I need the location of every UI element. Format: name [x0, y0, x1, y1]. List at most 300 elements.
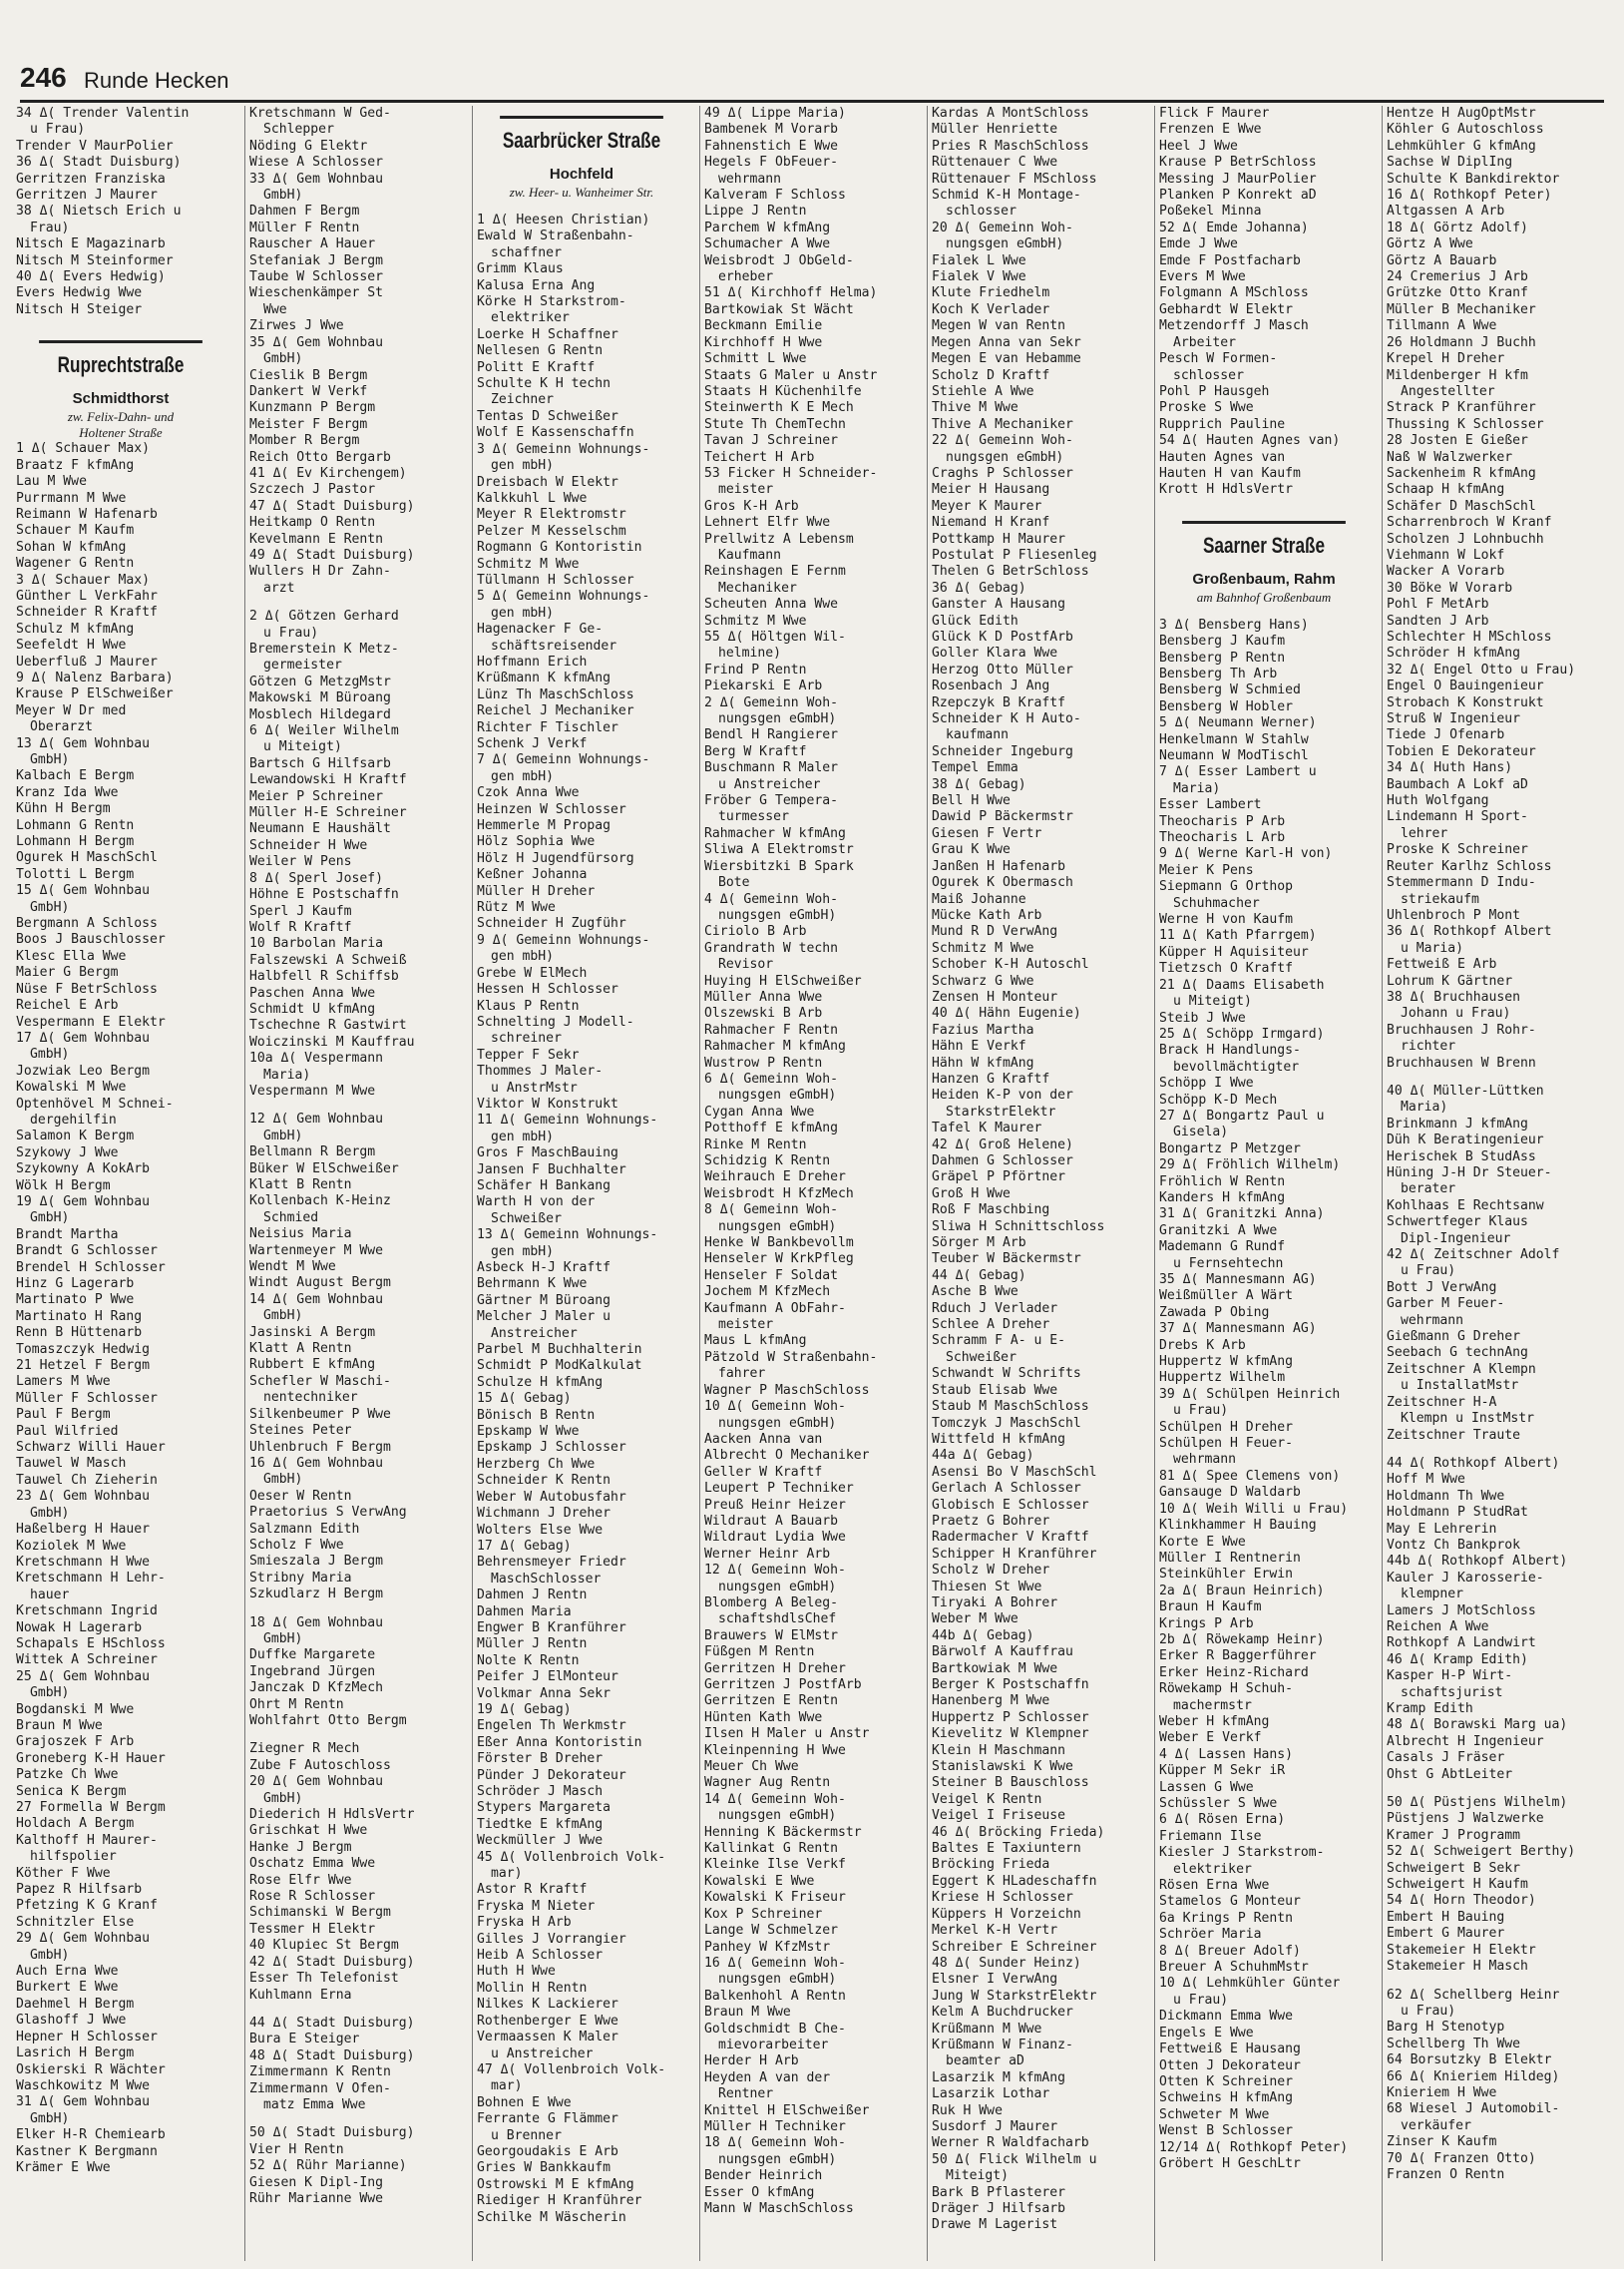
- directory-entry: Schweter M Wwe: [1159, 2106, 1270, 2122]
- directory-entry: Meyer W Dr med: [16, 702, 127, 718]
- directory-entry: Herzog Otto Müller: [932, 662, 1073, 678]
- directory-entry: Wacker A Vorarb: [1387, 564, 1505, 580]
- directory-entry: Schröder H kfmAng: [1387, 646, 1521, 662]
- directory-entry: Piekarski E Arb: [704, 679, 823, 694]
- directory-entry: Stakemeier H Masch: [1387, 1959, 1528, 1975]
- directory-entry: Lippe J Rentn: [704, 204, 807, 220]
- directory-entry: Braun M Wwe: [16, 1717, 103, 1733]
- directory-entry: Kalveram F Schloss: [704, 188, 846, 204]
- entry-continuation: Arbeiter: [1173, 334, 1237, 350]
- spacer: [249, 1729, 459, 1741]
- directory-entry: Strobach K Konstrukt: [1387, 694, 1544, 710]
- directory-entry: Maiß Johanne: [932, 891, 1026, 907]
- directory-entry: Sandten J Arb: [1387, 613, 1489, 629]
- directory-entry: Lohmann G Rentn: [16, 817, 135, 833]
- directory-entry: Dreisbach W Elektr: [477, 474, 618, 490]
- directory-entry: Steinwerth K E Mech: [704, 400, 854, 416]
- directory-entry: Pottkamp H Maurer: [932, 531, 1066, 547]
- directory-entry: Wohlfahrt Otto Bergm: [249, 1713, 407, 1728]
- entry-continuation: Schmied: [263, 1209, 319, 1225]
- directory-entry: Ueberfluß J Maurer: [16, 654, 158, 670]
- directory-entry: Evers Hedwig Wwe: [16, 285, 143, 301]
- directory-entry: Stribny Maria: [249, 1570, 352, 1586]
- directory-entry: Eggert K HLadeschaffn: [932, 1873, 1097, 1889]
- directory-entry: 44 Δ( Gebag): [932, 1267, 1026, 1283]
- entry-continuation: Maria): [1173, 780, 1221, 796]
- entry-continuation: turmesser: [718, 809, 789, 825]
- directory-entry: Wullers H Dr Zahn-: [249, 564, 391, 580]
- directory-entry: 66 Δ( Knieriem Hildeg): [1387, 2068, 1560, 2084]
- directory-entry: Burkert E Wwe: [16, 1980, 119, 1996]
- directory-entry: Bensberg J Kaufm: [1159, 634, 1286, 650]
- directory-entry: Stiehle A Wwe: [932, 383, 1034, 399]
- directory-entry: Kretschmann H Lehr-: [16, 1571, 166, 1587]
- entry-continuation: wehrmann: [1173, 1452, 1237, 1468]
- entry-continuation: nungsgen eGmbH): [718, 1218, 837, 1234]
- directory-entry: Mademann G Rundf: [1159, 1239, 1286, 1255]
- directory-entry: Preuß Heinr Heizer: [704, 1497, 846, 1513]
- directory-entry: Steib J Wwe: [1159, 1010, 1246, 1026]
- entry-continuation: hilfspolier: [30, 1849, 117, 1865]
- entry-continuation: berater: [1401, 1181, 1456, 1197]
- directory-entry: Werner Heinr Arb: [704, 1546, 831, 1562]
- directory-entry: Krott H HdlsVertr: [1159, 482, 1294, 498]
- entry-continuation: GmbH): [263, 1630, 303, 1646]
- entry-continuation: wehrmann: [718, 171, 782, 187]
- directory-entry: Blomberg A Beleg-: [704, 1594, 839, 1610]
- spacer: [249, 2004, 459, 2016]
- directory-entry: 54 Δ( Horn Theodor): [1387, 1893, 1536, 1909]
- directory-entry: Füßgen M Rentn: [704, 1644, 815, 1660]
- directory-entry: Ferrante G Flämmer: [477, 2111, 618, 2127]
- directory-entry: Huying H ElSchweißer: [704, 973, 862, 989]
- directory-entry: Nüse F BetrSchloss: [16, 981, 158, 997]
- entry-continuation: Johann u Frau): [1401, 1006, 1511, 1022]
- entry-continuation: u Frau): [1401, 1263, 1456, 1279]
- directory-entry: Lassen G Wwe: [1159, 1779, 1254, 1795]
- directory-entry: Köhler G Autoschloss: [1387, 122, 1544, 138]
- directory-entry: Schäfer H Bankang: [477, 1177, 611, 1193]
- directory-entry: Schröder J Masch: [477, 1784, 604, 1799]
- entry-continuation: Frau): [30, 220, 70, 235]
- directory-entry: Thiesen St Wwe: [932, 1579, 1042, 1594]
- directory-entry: Windt August Bergm: [249, 1275, 391, 1291]
- entry-continuation: gen mbH): [491, 1243, 555, 1259]
- directory-entry: Megen E van Hebamme: [932, 351, 1081, 367]
- directory-entry: Förster B Dreher: [477, 1751, 604, 1767]
- directory-entry: Szkudlarz H Bergm: [249, 1587, 384, 1602]
- directory-entry: Schneider R Kraftf: [16, 605, 158, 621]
- directory-entry: Melcher J Maler u: [477, 1309, 611, 1325]
- directory-entry: Rütz M Wwe: [477, 900, 556, 916]
- directory-entry: Holdmann P StudRat: [1387, 1505, 1528, 1521]
- directory-entry: Pünder J Dekorateur: [477, 1767, 626, 1783]
- directory-entry: Evers M Wwe: [1159, 269, 1246, 285]
- directory-entry: Weber E Verkf: [1159, 1730, 1262, 1746]
- directory-entry: Reichel E Arb: [16, 998, 119, 1014]
- directory-entry: Bremerstein K Metz-: [249, 642, 399, 657]
- directory-entry: Meyer K Maurer: [932, 498, 1042, 514]
- directory-entry: 44 Δ( Rothkopf Albert): [1387, 1455, 1560, 1471]
- entry-continuation: Angestellter: [1401, 383, 1495, 399]
- directory-entry: 31 Δ( Gem Wohnbau: [16, 2094, 151, 2110]
- directory-entry: Oeser W Rentn: [249, 1488, 352, 1504]
- directory-entry: Ostrowski M E kfmAng: [477, 2176, 634, 2192]
- directory-entry: 6a Krings P Rentn: [1159, 1910, 1294, 1926]
- directory-entry: 54 Δ( Hauten Agnes van): [1159, 433, 1341, 449]
- directory-entry: Fryska H Arb: [477, 1915, 572, 1931]
- directory-entry: Schneider Ingeburg: [932, 743, 1073, 759]
- directory-entry: Huppertz P Schlosser: [932, 1709, 1089, 1725]
- directory-entry: 9 Δ( Nalenz Barbara): [16, 670, 174, 685]
- directory-entry: Daehmel H Bergm: [16, 1996, 135, 2012]
- entry-continuation: schaffner: [491, 244, 562, 260]
- directory-entry: Glashoff J Wwe: [16, 2013, 127, 2029]
- directory-entry: Theocharis P Arb: [1159, 813, 1286, 829]
- directory-entry: Scheuten Anna Wwe: [704, 597, 839, 613]
- directory-entry: Kühn H Bergm: [16, 801, 111, 817]
- directory-entry: 15 Δ( Gebag): [477, 1391, 572, 1407]
- directory-entry: Tomczyk J MaschSchl: [932, 1415, 1081, 1431]
- directory-entry: Nöding G Elektr: [249, 138, 368, 154]
- directory-entry: Dawid P Bäckermstr: [932, 809, 1073, 825]
- directory-entry: Schreiber E Schreiner: [932, 1939, 1097, 1955]
- directory-entry: Steines Peter: [249, 1423, 352, 1439]
- directory-entry: Czok Anna Wwe: [477, 785, 580, 801]
- entry-continuation: nungsgen eGmbH): [718, 1415, 837, 1431]
- directory-entry: Hinz G Lagerarb: [16, 1276, 135, 1291]
- directory-entry: Szykowy J Wwe: [16, 1144, 119, 1160]
- directory-entry: 10 Δ( Lehmkühler Günter: [1159, 1976, 1341, 1992]
- directory-entry: Heib A Schlosser: [477, 1948, 604, 1964]
- directory-entry: Siepmann G Orthop: [1159, 879, 1294, 895]
- directory-entry: Ingebrand Jürgen: [249, 1663, 376, 1679]
- directory-entry: Tiryaki A Bohrer: [932, 1594, 1058, 1610]
- entry-continuation: u Maria): [1401, 940, 1464, 956]
- directory-entry: 25 Δ( Schöpp Irmgard): [1159, 1026, 1325, 1042]
- directory-entry: 35 Δ( Gem Wohnbau: [249, 334, 384, 350]
- entry-continuation: schaftsjurist: [1401, 1684, 1503, 1700]
- directory-entry: Viktor W Konstrukt: [477, 1096, 618, 1112]
- directory-entry: Momber R Bergm: [249, 433, 360, 449]
- directory-entry: Hanzen G Kraftf: [932, 1071, 1050, 1087]
- directory-entry: Müller Henriette: [932, 122, 1058, 138]
- directory-entry: Proske K Schreiner: [1387, 842, 1528, 858]
- entry-continuation: dergehilfin: [30, 1112, 117, 1128]
- directory-entry: Stakemeier H Elektr: [1387, 1942, 1536, 1958]
- directory-entry: 41 Δ( Ev Kirchengem): [249, 465, 407, 481]
- directory-entry: Hanke J Bergm: [249, 1839, 352, 1855]
- directory-entry: 3 Δ( Bensberg Hans): [1159, 617, 1309, 633]
- directory-entry: Reinshagen E Fernm: [704, 564, 846, 580]
- directory-entry: Waschkowitz M Wwe: [16, 2077, 151, 2093]
- directory-entry: Ganster A Hausang: [932, 597, 1066, 613]
- directory-entry: Nowak H Lagerarb: [16, 1619, 143, 1635]
- entry-continuation: nungsgen eGmbH): [718, 1088, 837, 1104]
- entry-continuation: u Frau): [1173, 1403, 1229, 1419]
- entry-continuation: gen mbH): [491, 1129, 555, 1144]
- directory-entry: 6 Δ( Weiler Wilhelm: [249, 723, 399, 739]
- directory-entry: 16 Δ( Rothkopf Peter): [1387, 188, 1552, 204]
- directory-entry: Stemmermann D Indu-: [1387, 875, 1536, 891]
- directory-entry: 36 Δ( Gebag): [932, 580, 1026, 596]
- directory-entry: 4 Δ( Lassen Hans): [1159, 1746, 1294, 1762]
- directory-entry: Kranz Ida Wwe: [16, 784, 119, 800]
- directory-entry: Hauten H van Kaufm: [1159, 465, 1301, 481]
- directory-entry: Sliwa H Schnittschloss: [932, 1218, 1105, 1234]
- directory-entry: Bellmann R Bergm: [249, 1144, 376, 1160]
- directory-entry: Weckmüller J Wwe: [477, 1833, 604, 1849]
- directory-entry: Meier H Hausang: [932, 482, 1050, 498]
- directory-entry: Rösen Erna Wwe: [1159, 1878, 1270, 1894]
- entry-continuation: gen mbH): [491, 605, 555, 621]
- directory-entry: 21 Hetzel F Bergm: [16, 1358, 151, 1374]
- directory-entry: Strack P Kranführer: [1387, 400, 1536, 416]
- directory-entry: Giesen F Vertr: [932, 825, 1042, 841]
- directory-entry: Lamers J MotSchloss: [1387, 1602, 1536, 1618]
- directory-entry: Berger K Postschaffn: [932, 1677, 1089, 1692]
- directory-entry: Lohrum K Gärtner: [1387, 973, 1513, 989]
- entry-continuation: GmbH): [263, 1128, 303, 1143]
- directory-entry: Janßen H Hafenarb: [932, 858, 1066, 874]
- directory-entry: Casals J Fräser: [1387, 1750, 1505, 1766]
- directory-entry: Heiden K-P von der: [932, 1088, 1073, 1104]
- directory-entry: Weiler W Pens: [249, 854, 352, 870]
- entry-continuation: helmine): [718, 646, 782, 662]
- spacer: [1387, 1444, 1596, 1456]
- directory-entry: Düh K Beratingenieur: [1387, 1133, 1544, 1148]
- directory-entry: Dahmen J Rentn: [477, 1588, 588, 1603]
- directory-entry: Globisch E Schlosser: [932, 1497, 1089, 1513]
- directory-entry: Uhlenbroch P Mont: [1387, 907, 1521, 923]
- directory-entry: Hoffmann Erich: [477, 654, 588, 670]
- directory-entry: Gerritzen H Dreher: [704, 1660, 846, 1676]
- directory-entry: Zube F Autoschloss: [249, 1757, 391, 1773]
- directory-entry: Pesch W Formen-: [1159, 351, 1278, 367]
- entry-continuation: u Anstreicher: [718, 776, 821, 792]
- directory-entry: Holdmann Th Wwe: [1387, 1488, 1505, 1504]
- directory-entry: Gros K-H Arb: [704, 498, 799, 514]
- directory-entry: Papez R Hilfsarb: [16, 1882, 143, 1898]
- directory-entry: 49 Δ( Stadt Duisburg): [249, 547, 415, 563]
- directory-entry: Küpper M Sekr iR: [1159, 1763, 1286, 1779]
- directory-entry: Henseler F Soldat: [704, 1267, 839, 1283]
- directory-entry: Neumann W ModTischl: [1159, 748, 1309, 763]
- directory-entry: Schweins H kfmAng: [1159, 2090, 1294, 2106]
- directory-entry: 42 Δ( Groß Helene): [932, 1136, 1073, 1152]
- directory-entry: 21 Δ( Daams Elisabeth: [1159, 977, 1325, 993]
- directory-entry: 16 Δ( Gemeinn Woh-: [704, 1955, 846, 1971]
- directory-entry: Schwandt W Schrifts: [932, 1366, 1081, 1382]
- entry-continuation: u Miteigt): [1173, 994, 1252, 1010]
- directory-entry: Kirchhoff H Wwe: [704, 334, 823, 350]
- directory-entry: Wittek A Schreiner: [16, 1652, 158, 1668]
- directory-entry: Giesen K Dipl-Ing: [249, 2174, 384, 2190]
- directory-entry: Hölz Sophia Wwe: [477, 834, 596, 850]
- directory-entry: Rauscher A Hauer: [249, 236, 376, 252]
- directory-entry: Grau K Wwe: [932, 842, 1011, 858]
- directory-entry: Lau M Wwe: [16, 474, 87, 490]
- directory-entry: Kalbach E Bergm: [16, 768, 135, 784]
- directory-entry: Peifer J ElMonteur: [477, 1669, 618, 1685]
- directory-entry: 5 Δ( Neumann Werner): [1159, 715, 1317, 731]
- directory-entry: Gröbert H GeschLtr: [1159, 2155, 1301, 2171]
- directory-entry: Bruchhausen W Brenn: [1387, 1055, 1536, 1071]
- directory-entry: Küpper H Aquisiteur: [1159, 944, 1309, 960]
- directory-entry: Müller I Rentnerin: [1159, 1550, 1301, 1566]
- directory-entry: Fröber G Tempera-: [704, 793, 839, 809]
- page-header: [20, 62, 1604, 96]
- directory-entry: Gansauge D Waldarb: [1159, 1485, 1301, 1501]
- directory-entry: 50 Δ( Stadt Duisburg): [249, 2125, 415, 2141]
- directory-entry: Paul Wilfried: [16, 1423, 119, 1439]
- directory-entry: Elker H-R Chemiearb: [16, 2127, 166, 2143]
- directory-entry: 11 Δ( Gemeinn Wohnungs-: [477, 1113, 658, 1129]
- directory-entry: 23 Δ( Gem Wohnbau: [16, 1489, 151, 1505]
- directory-entry: 62 Δ( Schellberg Heinr: [1387, 1987, 1560, 2003]
- directory-entry: 12 Δ( Gem Wohnbau: [249, 1112, 384, 1128]
- directory-entry: Schipper H Kranführer: [932, 1546, 1097, 1562]
- directory-entry: Silkenbeumer P Wwe: [249, 1406, 391, 1422]
- directory-entry: Kretschmann Ingrid: [16, 1603, 158, 1619]
- entry-continuation: schaftshdlsChef: [718, 1611, 837, 1627]
- directory-entry: Nellesen G Rentn: [477, 343, 604, 359]
- directory-entry: Purrmann M Wwe: [16, 490, 127, 506]
- spacer: [1387, 1976, 1596, 1988]
- directory-entry: Kramp Edith: [1387, 1701, 1473, 1716]
- entry-continuation: schäftsreisender: [491, 638, 617, 654]
- directory-entry: Wiese A Schlosser: [249, 155, 384, 171]
- directory-entry: Klesc Ella Wwe: [16, 948, 127, 964]
- directory-entry: Brauwers W ElMstr: [704, 1627, 839, 1643]
- directory-entry: Schneider H Zugführ: [477, 916, 626, 932]
- directory-entry: Meuer Ch Wwe: [704, 1759, 799, 1775]
- directory-entry: Susdorf J Maurer: [932, 2118, 1058, 2134]
- directory-entry: Kanders H kfmAng: [1159, 1189, 1286, 1205]
- entry-continuation: nungsgen eGmbH): [946, 236, 1064, 252]
- directory-entry: Embert H Bauing: [1387, 1909, 1505, 1925]
- directory-entry: 18 Δ( Görtz Adolf): [1387, 220, 1528, 235]
- directory-entry: Kramer J Programm: [1387, 1827, 1521, 1843]
- directory-entry: Dahmen G Schlosser: [932, 1153, 1073, 1168]
- directory-entry: Nitsch M Steinformer: [16, 252, 174, 268]
- directory-entry: 38 Δ( Gebag): [932, 776, 1026, 792]
- directory-entry: Staub Elisab Wwe: [932, 1382, 1058, 1398]
- directory-entry: Schauer M Kaufm: [16, 523, 135, 539]
- column-2: [244, 106, 459, 2261]
- directory-columns: [16, 106, 1604, 2261]
- directory-entry: Bensberg W Schmied: [1159, 682, 1301, 698]
- directory-entry: Bell H Wwe: [932, 793, 1011, 809]
- directory-entry: Pelzer M Kesselschm: [477, 523, 626, 539]
- directory-entry: Müller Anna Wwe: [704, 989, 823, 1005]
- entry-continuation: bevollmächtigter: [1173, 1059, 1300, 1075]
- directory-entry: Mosblech Hildegard: [249, 706, 391, 722]
- entry-continuation: GmbH): [30, 899, 70, 915]
- directory-entry: Kretschmann W Ged-: [249, 106, 391, 121]
- directory-entry: Otten K Schreiner: [1159, 2073, 1294, 2089]
- directory-entry: Frenzen E Wwe: [1159, 122, 1262, 138]
- directory-entry: Tietzsch O Kraftf: [1159, 961, 1294, 977]
- directory-entry: Zeitschner H-A: [1387, 1394, 1497, 1410]
- directory-entry: Huth Wolfgang: [1387, 793, 1489, 809]
- directory-entry: Glück K D PostfArb: [932, 630, 1073, 645]
- directory-entry: 40 Δ( Müller-Lüttken: [1387, 1083, 1544, 1099]
- directory-entry: Zimmermann K Rentn: [249, 2064, 391, 2080]
- entry-continuation: striekaufm: [1401, 891, 1479, 907]
- directory-entry: Heyden A van der: [704, 2069, 831, 2085]
- directory-entry: Weihrauch E Dreher: [704, 1169, 846, 1185]
- entry-continuation: GmbH): [30, 1685, 70, 1701]
- directory-entry: Tolotti L Bergm: [16, 866, 135, 882]
- directory-entry: Behrmann K Wwe: [477, 1276, 588, 1292]
- directory-entry: Nilkes K Lackierer: [477, 1997, 618, 2013]
- entry-continuation: MaschSchlosser: [491, 1571, 602, 1587]
- directory-entry: Bartsch G Hilfsarb: [249, 755, 391, 771]
- directory-entry: Meier K Pens: [1159, 862, 1254, 878]
- directory-entry: 52 Δ( Rühr Marianne): [249, 2158, 407, 2174]
- directory-entry: Hentze H AugOptMstr: [1387, 106, 1536, 121]
- directory-entry: Fryska M Nieter: [477, 1898, 596, 1914]
- directory-entry: Kalkkuhl L Wwe: [477, 490, 588, 506]
- directory-entry: Epskamp W Wwe: [477, 1424, 580, 1440]
- directory-entry: Haßelberg H Hauer: [16, 1522, 151, 1538]
- directory-entry: Kowalski K Friseur: [704, 1890, 846, 1906]
- directory-entry: Schmidt P ModKalkulat: [477, 1358, 642, 1374]
- directory-entry: 47 Δ( Vollenbroich Volk-: [477, 2061, 666, 2077]
- directory-entry: Koch K Verlader: [932, 301, 1050, 317]
- directory-entry: Franzen O Rentn: [1387, 2166, 1505, 2182]
- directory-entry: Sörger M Arb: [932, 1235, 1026, 1251]
- directory-entry: 35 Δ( Mannesmann AG): [1159, 1272, 1317, 1287]
- directory-entry: Schweigert H Kaufm: [1387, 1877, 1528, 1893]
- entry-continuation: nungsgen eGmbH): [718, 1972, 837, 1988]
- directory-entry: Gerritzen J Maurer: [16, 188, 158, 204]
- directory-entry: 2b Δ( Röwekamp Heinr): [1159, 1631, 1325, 1647]
- directory-entry: 12/14 Δ( Rothkopf Peter): [1159, 2139, 1349, 2155]
- entry-continuation: Wwe: [263, 301, 287, 317]
- directory-entry: Weisbrodt H KfzMech: [704, 1185, 854, 1201]
- directory-entry: Smieszala J Bergm: [249, 1554, 384, 1570]
- directory-entry: Görtz A Bauarb: [1387, 252, 1497, 268]
- directory-entry: Leupert P Techniker: [704, 1481, 854, 1497]
- entry-continuation: kaufmann: [946, 727, 1010, 743]
- directory-entry: Megen Anna van Sekr: [932, 334, 1081, 350]
- directory-entry: Scholz W Dreher: [932, 1563, 1050, 1579]
- directory-entry: 10 Δ( Weih Willi u Frau): [1159, 1501, 1349, 1517]
- directory-entry: Struß W Ingenieur: [1387, 711, 1521, 727]
- entry-continuation: gen mbH): [491, 458, 555, 474]
- directory-entry: 53 Ficker H Schneider-: [704, 465, 878, 481]
- directory-entry: Goller Klara Wwe: [932, 646, 1058, 662]
- directory-entry: 16 Δ( Gem Wohnbau: [249, 1455, 384, 1471]
- directory-entry: Richter F Tischler: [477, 719, 618, 735]
- directory-entry: Veigel K Rentn: [932, 1791, 1042, 1807]
- directory-entry: Kasper H-P Wirt-: [1387, 1668, 1513, 1684]
- directory-entry: Heel J Wwe: [1159, 138, 1238, 154]
- directory-entry: Lasrich H Bergm: [16, 2045, 135, 2061]
- entry-continuation: gen mbH): [491, 768, 555, 784]
- spacer: [1387, 1783, 1596, 1795]
- directory-entry: Bärwolf A Kauffrau: [932, 1644, 1073, 1660]
- directory-entry: Hähn E Verkf: [932, 1039, 1026, 1055]
- directory-entry: Lange W Schmelzer: [704, 1923, 839, 1939]
- directory-entry: 8 Δ( Sperl Josef): [249, 870, 384, 886]
- directory-entry: Hepner H Schlosser: [16, 2029, 158, 2044]
- directory-entry: Beckmann Emilie: [704, 318, 823, 334]
- directory-entry: Schmid K-H Montage-: [932, 188, 1081, 204]
- entry-continuation: nungsgen eGmbH): [718, 1808, 837, 1824]
